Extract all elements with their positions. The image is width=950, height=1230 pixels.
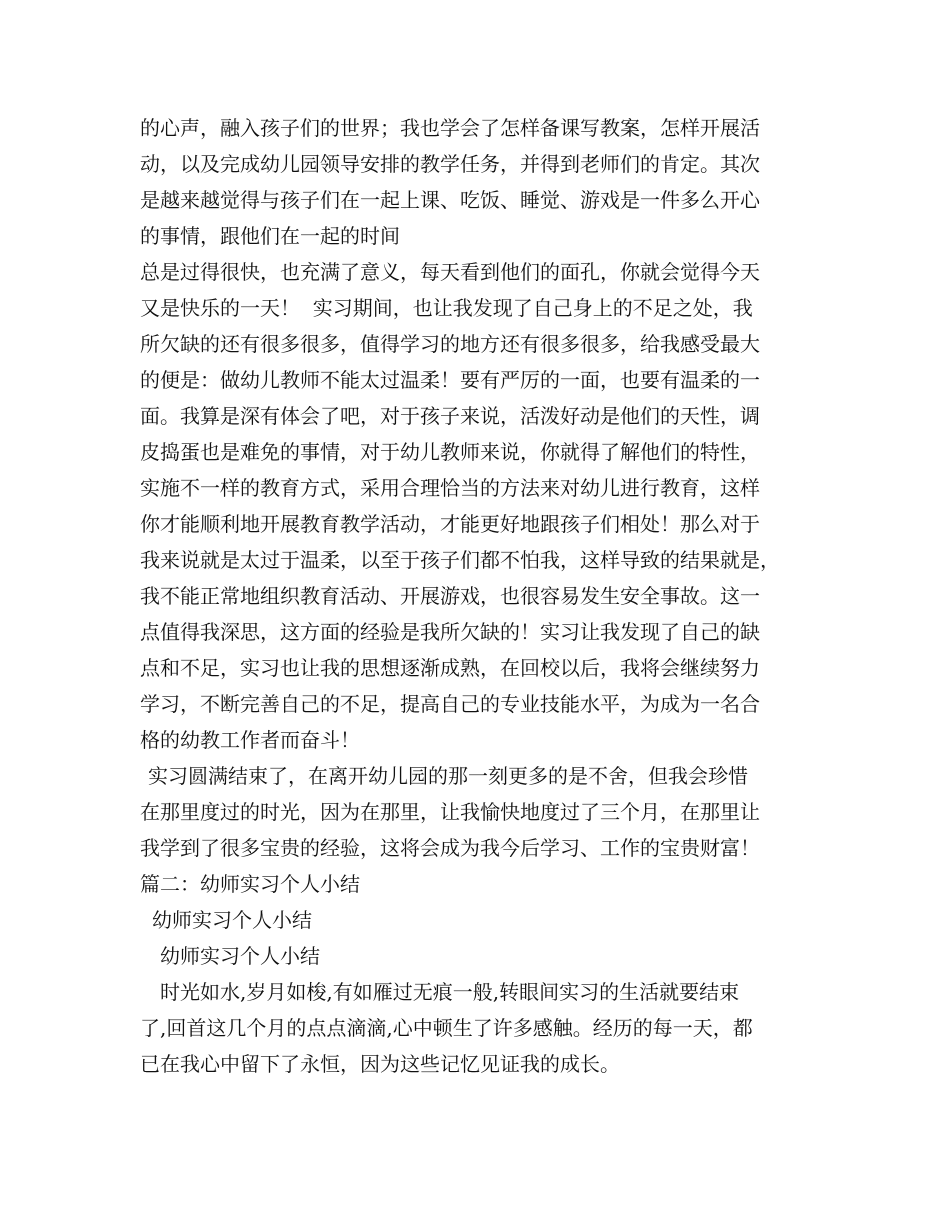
text-line: 在那里度过的时光，因为在那里，让我愉快地度过了三个月，在那里让 — [140, 800, 760, 824]
document-subtitle: 幼师实习个人小结 — [160, 944, 320, 968]
text-line: 已在我心中留下了永恒，因为这些记忆见证我的成长。 — [140, 1052, 620, 1076]
text-line: 面。我算是深有体会了吧，对于孩子来说，活泼好动是他们的天性，调 — [140, 404, 760, 428]
text-line: 所欠缺的还有很多很多，值得学习的地方还有很多很多，给我感受最大 — [140, 332, 760, 356]
text-line: 的事情，跟他们在一起的时间 — [140, 224, 400, 248]
section-heading: 篇二：幼师实习个人小结 — [140, 872, 360, 896]
text-line: 皮捣蛋也是难免的事情，对于幼儿教师来说，你就得了解他们的特性， — [140, 440, 760, 464]
text-line: 点值得我深思，这方面的经验是我所欠缺的！实习让我发现了自己的缺 — [140, 620, 760, 644]
text-line: 实施不一样的教育方式，采用合理恰当的方法来对幼儿进行教育，这样 — [140, 476, 760, 500]
text-line: 实习圆满结束了，在离开幼儿园的那一刻更多的是不舍，但我会珍惜 — [148, 764, 748, 788]
document-body — [140, 110, 830, 1082]
text-line: 点和不足，实习也让我的思想逐渐成熟，在回校以后，我将会继续努力 — [140, 656, 760, 680]
text-line: 我不能正常地组织教育活动、开展游戏，也很容易发生安全事故。这一 — [140, 584, 760, 608]
text-line: 的心声，融入孩子们的世界；我也学会了怎样备课写教案，怎样开展活 — [140, 116, 760, 140]
document-title: 幼师实习个人小结 — [152, 908, 312, 932]
text-line: 我来说就是太过于温柔，以至于孩子们都不怕我，这样导致的结果就是， — [140, 548, 780, 572]
text-line: 格的幼教工作者而奋斗！ — [140, 728, 360, 752]
text-line: 时光如水,岁月如梭,有如雁过无痕一般,转眼间实习的生活就要结束 — [160, 980, 740, 1004]
text-line: 你才能顺利地开展教育教学活动，才能更好地跟孩子们相处！那么对于 — [140, 512, 760, 536]
text-line: 又是快乐的一天！ 实习期间，也让我发现了自己身上的不足之处，我 — [140, 296, 753, 320]
text-line: 了,回首这几个月的点点滴滴,心中顿生了许多感触。经历的每一天，都 — [140, 1016, 753, 1040]
text-line: 我学到了很多宝贵的经验，这将会成为我今后学习、工作的宝贵财富！ — [140, 836, 760, 860]
text-line: 总是过得很快，也充满了意义，每天看到他们的面孔，你就会觉得今天 — [140, 260, 760, 284]
text-line: 是越来越觉得与孩子们在一起上课、吃饭、睡觉、游戏是一件多么开心 — [140, 188, 760, 212]
text-line: 学习，不断完善自己的不足，提高自己的专业技能水平，为成为一名合 — [140, 692, 760, 716]
text-line: 动，以及完成幼儿园领导安排的教学任务，并得到老师们的肯定。其次 — [140, 152, 760, 176]
text-line: 的便是：做幼儿教师不能太过温柔！要有严厉的一面，也要有温柔的一 — [140, 368, 760, 392]
